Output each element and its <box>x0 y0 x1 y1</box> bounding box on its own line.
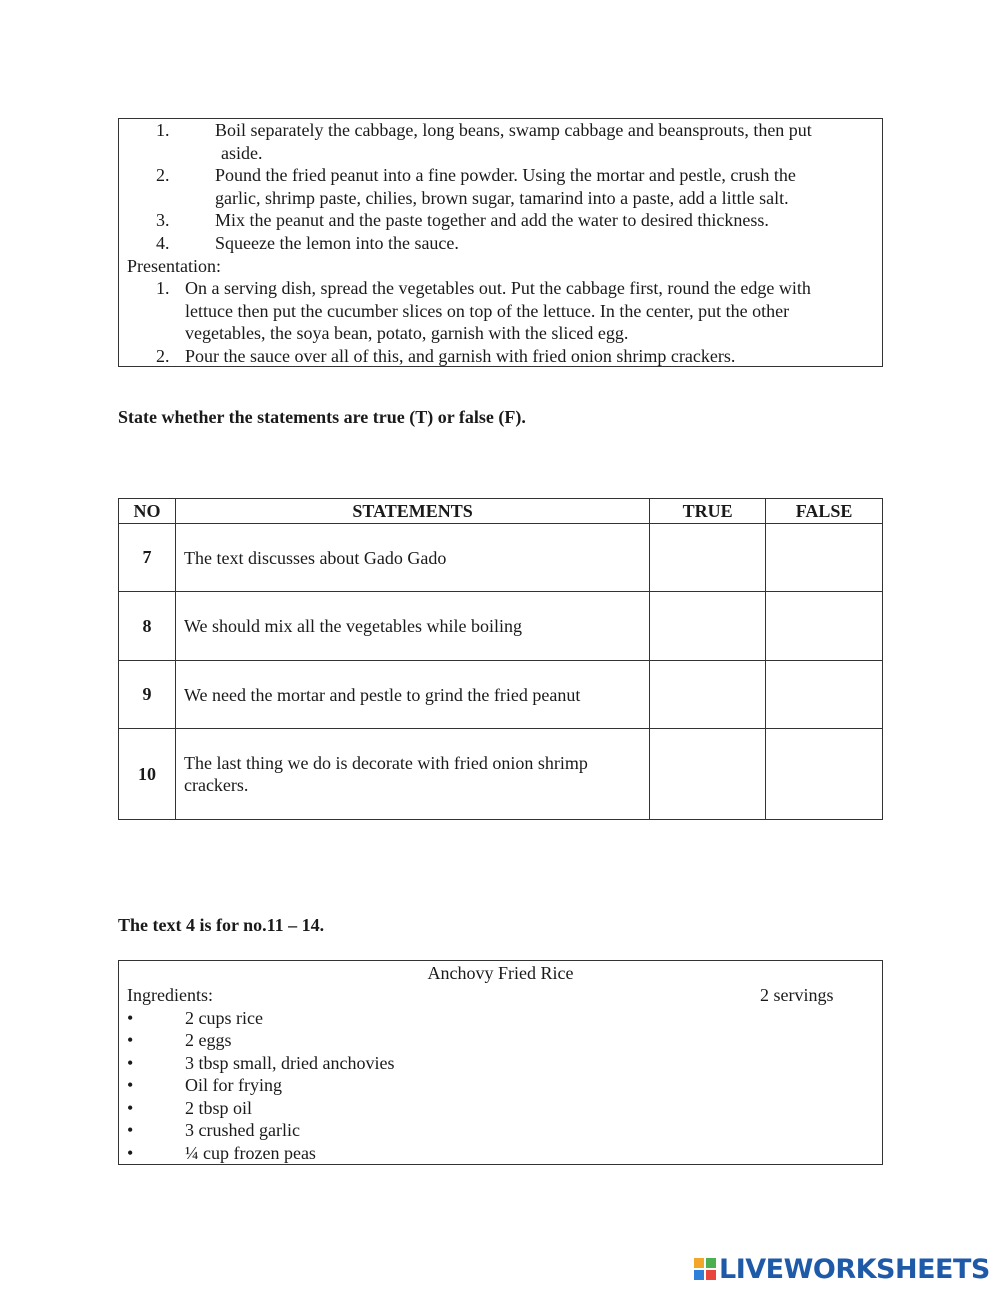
true-false-table <box>118 498 883 820</box>
ingredient-item: ¼ cup frozen peas <box>185 1143 316 1163</box>
step-number: 2. <box>156 165 170 185</box>
presentation-text: lettuce then put the cucumber slices on top of the lettuce. In the center, put the other <box>185 301 790 321</box>
row-number: 7 <box>119 524 176 592</box>
bullet: • <box>127 1008 134 1028</box>
false-answer-cell[interactable] <box>766 729 883 820</box>
step-text: Squeeze the lemon into the sauce. <box>215 233 459 253</box>
logo-square <box>694 1258 704 1268</box>
step-number: 1. <box>156 120 170 140</box>
logo-square <box>706 1270 716 1280</box>
servings: 2 servings <box>760 985 834 1005</box>
liveworksheets-logo-icon <box>694 1258 716 1280</box>
logo-square <box>694 1270 704 1280</box>
ingredient-item: 2 tbsp oil <box>185 1098 253 1118</box>
recipe-box <box>118 960 883 1165</box>
step-text: Pound the fried peanut into a fine powder. Using the mortar and pestle, crush the <box>215 165 796 185</box>
brand-name: LIVEWORKSHEETS <box>719 1253 990 1285</box>
table-row <box>119 661 883 729</box>
step-text: Boil separately the cabbage, long beans, swamp cabbage and beansprouts, then put <box>215 120 812 140</box>
presentation-text: Pour the sauce over all of this, and garnish with fried onion shrimp crackers. <box>185 346 736 366</box>
row-number: 9 <box>119 661 176 729</box>
table-row <box>119 592 883 661</box>
header-true: TRUE <box>650 499 766 524</box>
row-statement: We should mix all the vegetables while boiling <box>175 592 649 661</box>
ingredient-item: 3 crushed garlic <box>185 1120 300 1140</box>
step-text: garlic, shrimp paste, chilies, brown sugar, tamarind into a paste, add a little salt. <box>215 188 789 208</box>
bullet: • <box>127 1120 134 1140</box>
header-statements: STATEMENTS <box>175 499 649 524</box>
logo-square <box>706 1258 716 1268</box>
true-answer-cell[interactable] <box>650 592 766 661</box>
bullet: • <box>127 1030 134 1050</box>
true-answer-cell[interactable] <box>650 729 766 820</box>
bullet: • <box>127 1143 134 1163</box>
row-statement-line: The last thing we do is decorate with fried onion shrimp <box>183 753 588 773</box>
ingredient-item: 2 eggs <box>185 1030 232 1050</box>
table-header-row <box>119 499 883 524</box>
presentation-number: 2. <box>156 346 170 366</box>
instruction-heading: State whether the statements are true (T) or false (F). <box>118 407 526 427</box>
procedure-box <box>118 118 883 367</box>
presentation-number: 1. <box>156 278 170 298</box>
ingredient-item: Oil for frying <box>185 1075 282 1095</box>
step-number: 3. <box>156 210 170 230</box>
bullet: • <box>127 1053 134 1073</box>
text4-heading: The text 4 is for no.11 – 14. <box>118 915 325 935</box>
ingredient-item: 2 cups rice <box>185 1008 263 1028</box>
bullet: • <box>127 1098 134 1118</box>
table-row <box>119 524 883 592</box>
false-answer-cell[interactable] <box>766 524 883 592</box>
presentation-text: vegetables, the soya bean, potato, garnish with the sliced egg. <box>185 323 629 343</box>
row-number: 10 <box>119 729 176 820</box>
ingredients-label: Ingredients: <box>127 985 213 1005</box>
header-no: NO <box>119 499 176 524</box>
presentation-text: On a serving dish, spread the vegetables out. Put the cabbage first, round the edge with <box>185 278 811 298</box>
true-answer-cell[interactable] <box>650 524 766 592</box>
row-statement-line: crackers. <box>183 775 249 795</box>
presentation-label: Presentation: <box>127 256 221 276</box>
row-statement: We need the mortar and pestle to grind the fried peanut <box>175 661 649 729</box>
table-row <box>119 729 883 820</box>
step-number: 4. <box>156 233 170 253</box>
step-text: aside. <box>221 143 263 163</box>
true-answer-cell[interactable] <box>650 661 766 729</box>
bullet: • <box>127 1075 134 1095</box>
row-number: 8 <box>119 592 176 661</box>
ingredient-item: 3 tbsp small, dried anchovies <box>185 1053 395 1073</box>
step-text: Mix the peanut and the paste together and add the water to desired thickness. <box>215 210 769 230</box>
row-statement <box>175 729 649 820</box>
recipe-title: Anchovy Fried Rice <box>427 963 574 983</box>
header-false: FALSE <box>766 499 883 524</box>
row-statement: The text discusses about Gado Gado <box>175 524 649 592</box>
liveworksheets-logo[interactable] <box>694 1254 990 1284</box>
false-answer-cell[interactable] <box>766 661 883 729</box>
false-answer-cell[interactable] <box>766 592 883 661</box>
